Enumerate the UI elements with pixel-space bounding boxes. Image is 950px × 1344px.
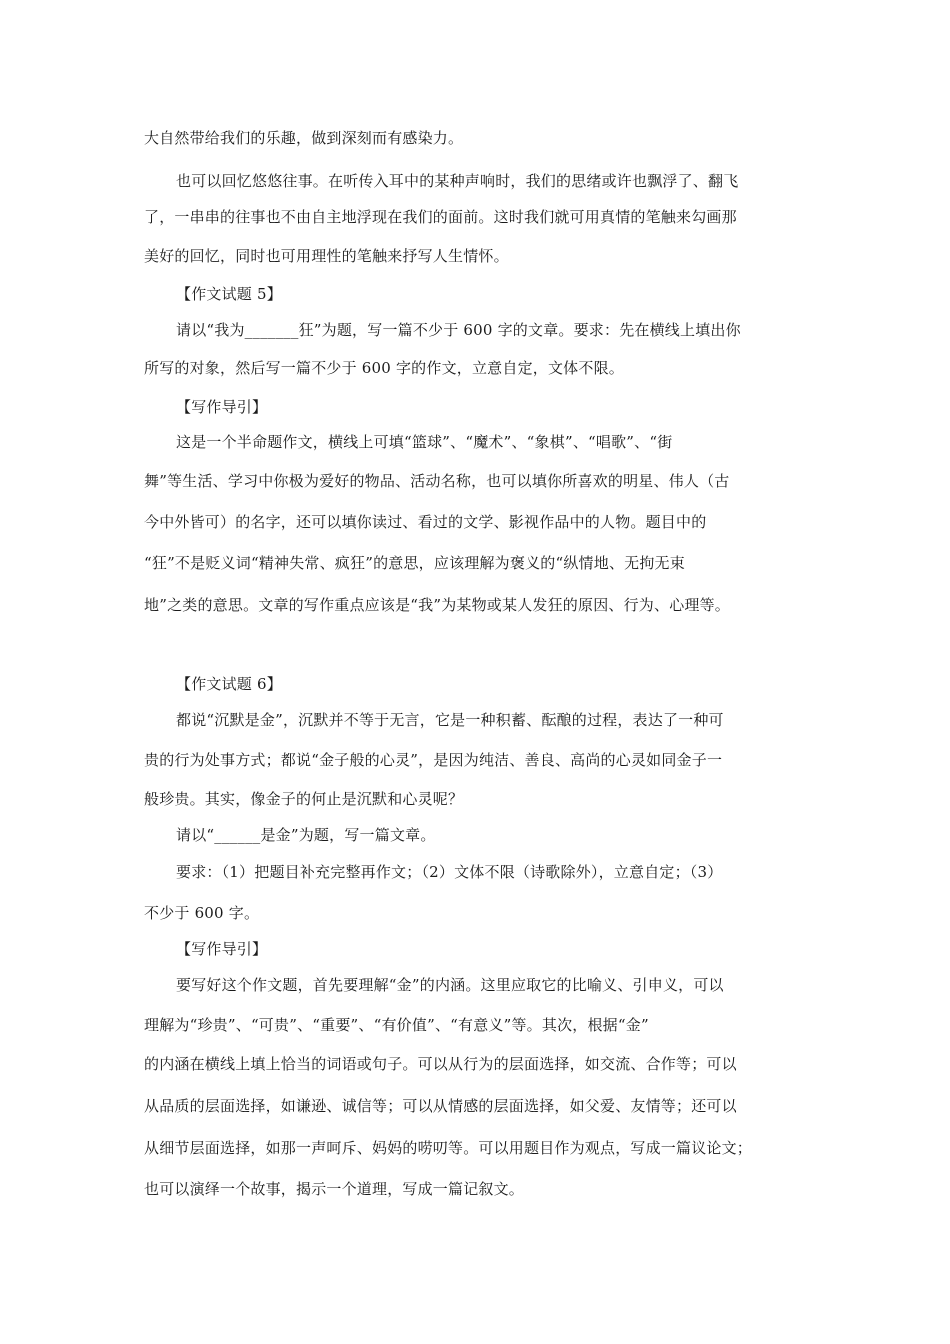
topic6-guide-line-3: 的内涵在横线上填上恰当的词语或句子。可以从行为的层面选择，如交流、合作等；可以 [144, 1055, 737, 1073]
topic6-intro-line-1: 都说“沉默是金”，沉默并不等于无言，它是一种积蓄、酝酿的过程，表达了一种可 [176, 711, 724, 729]
intro-line-1: 大自然带给我们的乐趣，做到深刻而有感染力。 [144, 129, 464, 147]
topic6-guide-line-1: 要写好这个作文题，首先要理解“金”的内涵。这里应取它的比喻义、引申义，可以 [176, 976, 724, 994]
topic6-heading: 【作文试题 6】 [176, 675, 282, 693]
topic6-requirements-line-1: 要求：（1）把题目补充完整再作文；（2）文体不限（诗歌除外），立意自定；（3） [176, 863, 723, 881]
topic6-prompt: 请以“______是金”为题，写一篇文章。 [176, 826, 436, 844]
topic5-prompt-line-2: 所写的对象，然后写一篇不少于 600 字的作文，立意自定，文体不限。 [144, 359, 624, 377]
topic6-guide-heading: 【写作导引】 [176, 940, 268, 958]
topic6-guide-line-6: 也可以演绎一个故事，揭示一个道理，写成一篇记叙文。 [144, 1180, 525, 1198]
intro-line-2: 也可以回忆悠悠往事。在听传入耳中的某种声响时，我们的思绪或许也飘浮了、翻飞 [176, 172, 739, 190]
topic6-guide-line-5: 从细节层面选择，如那一声呵斥、妈妈的唠叨等。可以用题目作为观点，写成一篇议论文； [144, 1139, 753, 1157]
topic5-guide-line-1: 这是一个半命题作文，横线上可填“篮球”、“魔术”、“象棋”、“唱歌”、“街 [176, 433, 673, 451]
topic6-intro-line-3: 般珍贵。其实，像金子的何止是沉默和心灵呢？ [144, 790, 464, 808]
topic6-guide-line-2: 理解为“珍贵”、“可贵”、“重要”、“有价值”、“有意义”等。其次，根据“金” [144, 1016, 649, 1034]
intro-line-4: 美好的回忆，同时也可用理性的笔触来抒写人生情怀。 [144, 247, 509, 265]
topic6-guide-line-4: 从品质的层面选择，如谦逊、诚信等；可以从情感的层面选择，如父爱、友情等；还可以 [144, 1097, 737, 1115]
topic5-guide-heading: 【写作导引】 [176, 398, 268, 416]
topic5-guide-line-4: “狂”不是贬义词“精神失常、疯狂”的意思，应该理解为褒义的“纵情地、无拘无束 [144, 554, 685, 572]
topic5-guide-line-3: 今中外皆可）的名字，还可以填你读过、看过的文学、影视作品中的人物。题目中的 [144, 513, 707, 531]
topic5-guide-line-2: 舞”等生活、学习中你极为爱好的物品、活动名称，也可以填你所喜欢的明星、伟人（古 [144, 472, 730, 490]
topic6-requirements-line-2: 不少于 600 字。 [144, 904, 260, 922]
topic5-heading: 【作文试题 5】 [176, 285, 282, 303]
topic5-prompt-line-1: 请以“我为_______狂”为题，写一篇不少于 600 字的文章。要求：先在横线上填出你 [176, 321, 741, 339]
intro-line-3: 了，一串串的往事也不由自主地浮现在我们的面前。这时我们就可用真情的笔触来勾画那 [144, 208, 737, 226]
topic6-intro-line-2: 贵的行为处事方式；都说“金子般的心灵”，是因为纯洁、善良、高尚的心灵如同金子一 [144, 751, 723, 769]
topic5-guide-line-5: 地”之类的意思。文章的写作重点应该是“我”为某物或某人发狂的原因、行为、心理等。 [144, 596, 731, 614]
